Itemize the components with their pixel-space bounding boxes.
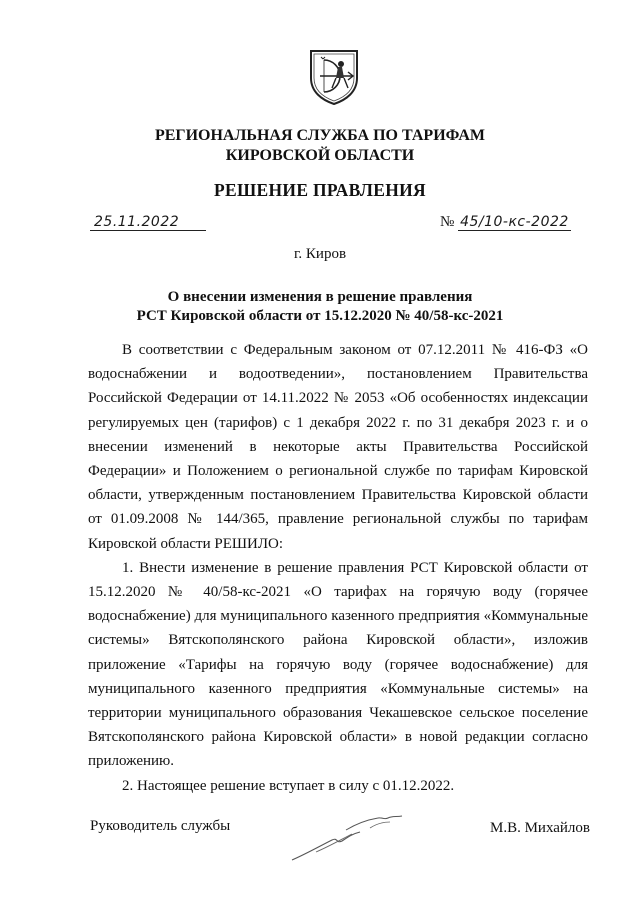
signature-icon [286, 806, 416, 868]
coat-of-arms-icon [308, 48, 360, 106]
subject-line2: РСТ Кировской области от 15.12.2020 № 40/58-кс-2021 [136, 308, 504, 324]
preamble-paragraph: В соответствии с Федеральным законом от 07.12.2011 № 416-ФЗ «О водоснабжении и водоотведении», постановлением Правительства Российской Федерации от 14.11.2022 № 2053 «Об особенностях индексации регулируемых цен (тарифов) с 1 декабря 2022 г. по 31 декабря 2023 г. и о внесении изменений в некоторые акты Правительства Российской Федерации» и Положением о региональной службе по тарифам Кировской области, утвержденным постановлением Правительства Кировской области от 01.09.2008 № 144/365, правление региональной службы по тарифам Кировской области РЕШИЛО: [88, 342, 588, 552]
decision-item-2: 2. Настоящее решение вступает в силу с 01.12.2022. [122, 777, 455, 794]
signatory-role: Руководитель службы [90, 818, 231, 834]
document-number [440, 214, 571, 231]
signatory-name: М.В. Михайлов [489, 820, 590, 836]
document-date: 25.11.2022 [90, 214, 206, 231]
city: г. Киров [293, 246, 347, 262]
document-body [88, 338, 588, 798]
decision-item-1: 1. Внести изменение в решение правления РСТ Кировской области от 15.12.2020 № 40/58-кс-2021 «О тарифах на горячую воду (горячее водоснабжение) для муниципального казенного предприятия «Коммунальные системы» Вятскополянского района Кировской области», изложив приложение «Тарифы на горячую воду (горячее водоснабжение) для муниципального казенного предприятия «Коммунальные системы» на территории муниципального образования Чекашевское сельское поселение Вятскополянского района Кировской области» в новой редакции согласно приложению. [88, 559, 588, 770]
number-sign: № [440, 214, 455, 230]
subject-line1: О внесении изменения в решение правления [167, 289, 473, 305]
number-value: 45/10-кс-2022 [460, 214, 569, 230]
document-type-title: РЕШЕНИЕ ПРАВЛЕНИЯ [214, 180, 426, 200]
org-name-line1: РЕГИОНАЛЬНАЯ СЛУЖБА ПО ТАРИФАМ [154, 127, 486, 144]
org-name-line2: КИРОВСКОЙ ОБЛАСТИ [225, 147, 415, 164]
